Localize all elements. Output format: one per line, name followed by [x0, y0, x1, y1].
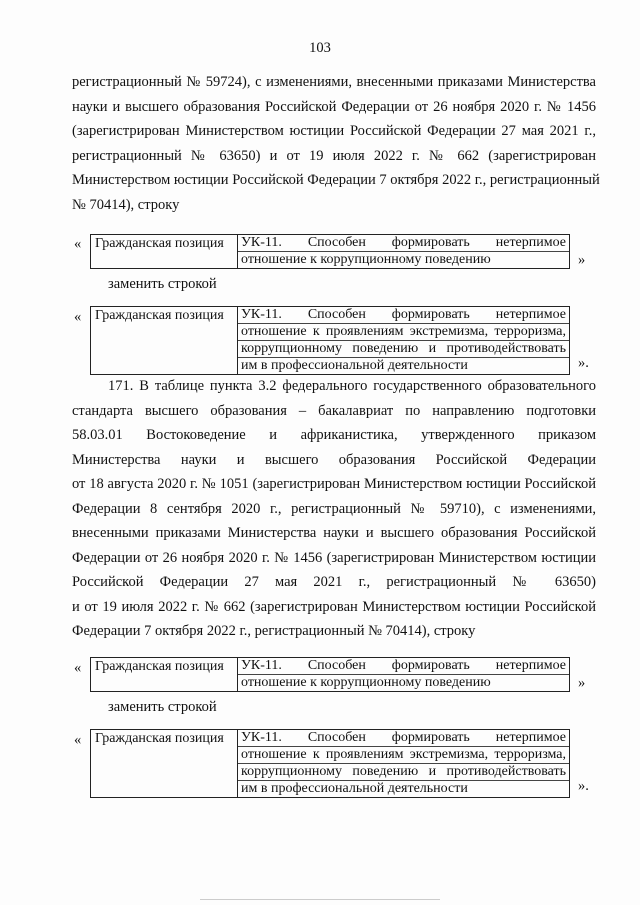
page-number: 103	[309, 40, 331, 56]
table-cell-competence	[238, 307, 569, 374]
table-cell-competence-group: Гражданская позиция	[91, 307, 238, 374]
cell-line: отношение к коррупционному поведению	[241, 675, 491, 690]
text-line: регистрационный № 59724), с изменениями, внесенными приказами Министерства	[72, 74, 596, 90]
table-new-row	[90, 306, 570, 375]
table-new-row	[90, 729, 570, 798]
text-line: Федерации 8 сентября 2020 г., регистрационный № 59710), с изменениями,	[72, 500, 596, 517]
text-line: внесенными приказами Министерства науки и высшего образования Российской	[72, 525, 596, 541]
quote-open: «	[74, 309, 82, 325]
table-cell-competence-group: Гражданская позиция	[91, 235, 238, 268]
text-line: от 18 августа 2020 г. № 1051 (зарегистрирован Министерством юстиции Российской	[72, 476, 596, 492]
quote-open: «	[74, 236, 82, 252]
text-line: (зарегистрирован Министерством юстиции Российской Федерации 27 мая 2021 г.,	[72, 123, 596, 139]
quote-close-end: ».	[578, 778, 589, 794]
table-old-row	[90, 657, 570, 692]
quote-close: »	[578, 675, 586, 691]
text-line: Федерации 7 октября 2022 г., регистрационный № 70414), строку	[72, 623, 476, 639]
cell-line: им в профессиональной деятельности	[241, 358, 468, 373]
text-line: Российской Федерации 27 мая 2021 г., регистрационный № 63650)	[72, 574, 596, 590]
table-cell-competence-group: Гражданская позиция	[91, 658, 238, 691]
quote-close-end: ».	[578, 355, 589, 371]
text-line: стандарта высшего образования – бакалавриат по направлению подготовки	[72, 402, 596, 419]
cell-line: отношение к проявлениям экстремизма, терроризма,	[238, 747, 569, 764]
quote-close: »	[578, 252, 586, 268]
text-line: регистрационный № 63650) и от 19 июля 2022 г. № 662 (зарегистрирован	[72, 147, 596, 164]
text-line: № 70414), строку	[72, 196, 180, 213]
cell-line: коррупционному поведению и противодействовать	[238, 764, 569, 781]
text-line: и от 19 июля 2022 г. № 662 (зарегистрирован Министерством юстиции Российской	[72, 598, 596, 615]
text-line: 58.03.01 Востоковедение и африканистика, утвержденного приказом	[72, 427, 596, 443]
quote-open: «	[74, 732, 82, 748]
paragraph-item-171	[72, 374, 596, 644]
cell-line: УК-11. Способен формировать нетерпимое	[238, 730, 569, 747]
cell-line: отношение к проявлениям экстремизма, терроризма,	[238, 324, 569, 341]
table-cell-competence	[238, 730, 569, 797]
cell-line: УК-11. Способен формировать нетерпимое	[238, 307, 569, 324]
text-line: 171. В таблице пункта 3.2 федерального государственного образовательного	[108, 378, 596, 394]
cell-line: УК-11. Способен формировать нетерпимое	[238, 658, 569, 675]
paragraph-intro	[72, 70, 600, 217]
replace-instruction: заменить строкой	[108, 276, 217, 292]
table-cell-competence	[238, 658, 569, 691]
cell-line: им в профессиональной деятельности	[241, 781, 468, 796]
scan-edge-line	[200, 899, 440, 900]
cell-line: отношение к коррупционному поведению	[241, 252, 491, 267]
cell-line: УК-11. Способен формировать нетерпимое	[238, 235, 569, 252]
cell-line: коррупционному поведению и противодействовать	[238, 341, 569, 358]
replace-instruction: заменить строкой	[108, 699, 217, 715]
text-line: Министерством юстиции Российской Федерации 7 октября 2022 г., регистрационный	[72, 172, 600, 188]
text-line: Министерства науки и высшего образования Российской Федерации	[72, 451, 596, 468]
text-line: Федерации от 26 ноября 2020 г. № 1456 (зарегистрирован Министерством юстиции	[72, 549, 596, 566]
quote-open: «	[74, 660, 82, 676]
table-cell-competence-group: Гражданская позиция	[91, 730, 238, 797]
table-cell-competence	[238, 235, 569, 268]
text-line: науки и высшего образования Российской Федерации от 26 ноября 2020 г. № 1456	[72, 98, 596, 115]
table-old-row	[90, 234, 570, 269]
